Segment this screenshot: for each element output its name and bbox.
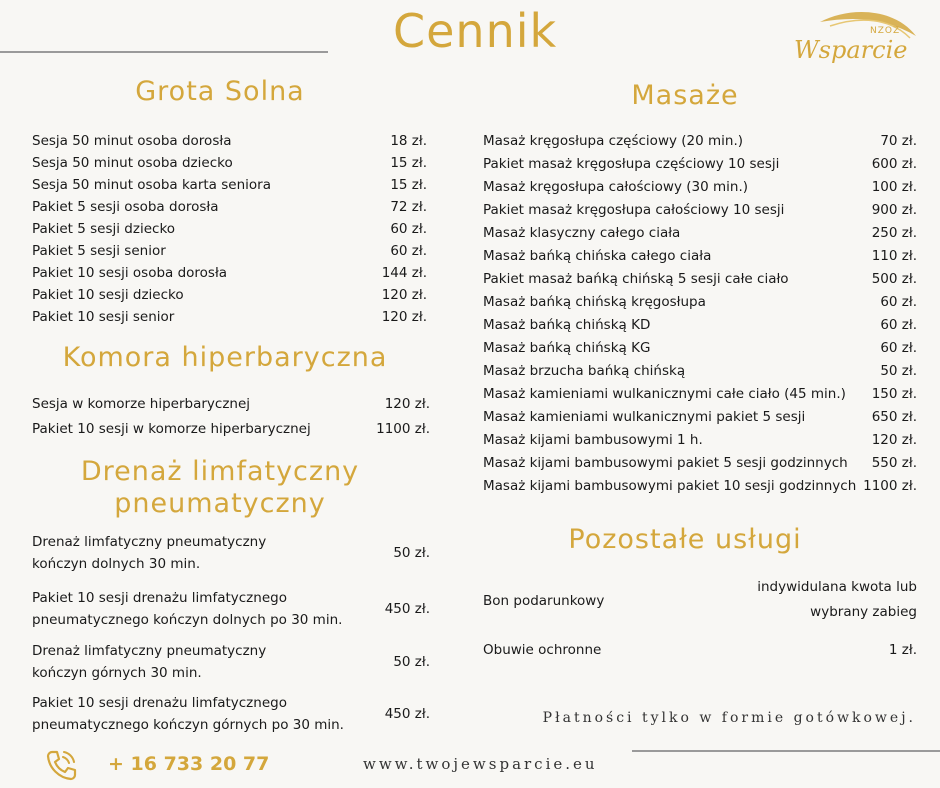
masaze-item: [483, 294, 917, 311]
masaze-item-label: Pakiet masaż bańką chińską 5 sesji całe ciało: [483, 271, 789, 287]
masaze-item-price: 250 zł.: [871, 225, 917, 241]
masaze-item-price: 110 zł.: [871, 248, 917, 264]
section-title-komora: Komora hiperbaryczna: [62, 342, 388, 373]
masaze-item-price: 550 zł.: [871, 455, 917, 471]
masaze-item-price: 900 zł.: [871, 202, 917, 218]
grota-item-price: 144 zł.: [381, 265, 427, 281]
masaze-item-price: 60 zł.: [880, 317, 917, 333]
grota-item-price: 120 zł.: [381, 309, 427, 325]
komora-item-price: 1100 zł.: [376, 421, 430, 437]
page-title: Cennik: [393, 4, 558, 58]
grota-item: [32, 155, 427, 172]
drenaz-item: [32, 590, 430, 630]
grota-item-price: 60 zł.: [390, 221, 427, 237]
masaze-item-price: 500 zł.: [871, 271, 917, 287]
komora-item: [32, 396, 430, 413]
logo-name: Wsparcie: [794, 36, 908, 64]
masaze-item-price: 150 zł.: [871, 386, 917, 402]
drenaz-item-label-line1: Pakiet 10 sesji drenażu limfatycznego: [32, 695, 287, 711]
grota-item-label: Pakiet 10 sesji osoba dorosła: [32, 265, 228, 281]
bon-label: Bon podarunkowy: [483, 593, 605, 609]
drenaz-item-label-line1: Drenaż limfatyczny pneumatyczny: [32, 534, 267, 550]
masaze-item-price: 650 zł.: [871, 409, 917, 425]
masaze-item-price: 50 zł.: [880, 363, 917, 379]
masaze-item: [483, 386, 917, 403]
masaze-item-label: Masaż bańką chińska całego ciała: [483, 248, 712, 264]
masaze-item-price: 70 zł.: [880, 133, 917, 149]
drenaz-item: [32, 534, 430, 574]
grota-item-price: 18 zł.: [390, 133, 427, 149]
grota-item-price: 15 zł.: [390, 155, 427, 171]
masaze-item: [483, 248, 917, 265]
bottom-right-divider: [632, 750, 940, 752]
grota-item-price: 60 zł.: [390, 243, 427, 259]
logo-subtitle: NZOZ: [870, 26, 901, 36]
masaze-item: [483, 202, 917, 219]
bon-row: [483, 577, 917, 621]
masaze-item-price: 600 zł.: [871, 156, 917, 172]
masaze-item-price: 60 zł.: [880, 294, 917, 310]
komora-item: [32, 421, 430, 438]
grota-item-label: Sesja 50 minut osoba dorosła: [32, 133, 232, 149]
grota-item-label: Sesja 50 minut osoba karta seniora: [32, 177, 271, 193]
grota-item: [32, 287, 427, 304]
drenaz-item-label-line2: kończyn dolnych 30 min.: [32, 556, 201, 572]
masaze-item-label: Masaż bańką chińską kręgosłupa: [483, 294, 706, 310]
grota-item: [32, 177, 427, 194]
masaze-item-label: Masaż brzucha bańką chińską: [483, 363, 686, 379]
grota-item: [32, 199, 427, 216]
phone-icon: [42, 746, 80, 784]
top-left-divider: [0, 51, 328, 53]
phone-number[interactable]: + 16 733 20 77: [108, 753, 270, 775]
obuwie-label: Obuwie ochronne: [483, 642, 602, 658]
drenaz-item-price: 450 zł.: [384, 601, 430, 617]
masaze-item: [483, 363, 917, 380]
bon-price-line1: indywidulana kwota lub: [757, 579, 917, 595]
komora-item-label: Pakiet 10 sesji w komorze hiperbarycznej: [32, 421, 311, 437]
masaze-item-price: 120 zł.: [871, 432, 917, 448]
grota-item-price: 72 zł.: [390, 199, 427, 215]
drenaz-item-label-line1: Pakiet 10 sesji drenażu limfatycznego: [32, 590, 287, 606]
masaze-item-label: Masaż kijami bambusowymi 1 h.: [483, 432, 703, 448]
section-title-grota: Grota Solna: [135, 76, 305, 107]
komora-item-price: 120 zł.: [384, 396, 430, 412]
masaze-item-label: Masaż kijami bambusowymi pakiet 10 sesji godzinnych: [483, 478, 857, 494]
section-title-drenaz-line2: pneumatyczny: [114, 488, 326, 519]
grota-item-price: 15 zł.: [390, 177, 427, 193]
grota-item-label: Pakiet 5 sesji osoba dorosła: [32, 199, 219, 215]
grota-item: [32, 265, 427, 282]
grota-item: [32, 309, 427, 326]
masaze-item-label: Masaż kijami bambusowymi pakiet 5 sesji godzinnych: [483, 455, 848, 471]
masaze-item-price: 1100 zł.: [863, 478, 917, 494]
bon-price-line2: wybrany zabieg: [810, 604, 917, 620]
masaze-item-label: Masaż kręgosłupa całościowy (30 min.): [483, 179, 748, 195]
section-title-masaze: Masaże: [631, 80, 739, 111]
masaze-item-label: Pakiet masaż kręgosłupa całościowy 10 sesji: [483, 202, 785, 218]
obuwie-price: 1 zł.: [888, 642, 917, 658]
grota-item: [32, 221, 427, 238]
grota-item-label: Pakiet 5 sesji senior: [32, 243, 166, 259]
masaze-item: [483, 317, 917, 334]
drenaz-item-label-line1: Drenaż limfatyczny pneumatyczny: [32, 643, 267, 659]
grota-item: [32, 133, 427, 150]
grota-item-label: Sesja 50 minut osoba dziecko: [32, 155, 233, 171]
masaze-item: [483, 455, 917, 472]
drenaz-item-label-line2: kończyn górnych 30 min.: [32, 665, 202, 681]
drenaz-item-price: 450 zł.: [384, 706, 430, 722]
drenaz-item-price: 50 zł.: [393, 545, 430, 561]
masaze-item-label: Masaż klasyczny całego ciała: [483, 225, 681, 241]
grota-item-label: Pakiet 10 sesji dziecko: [32, 287, 184, 303]
masaze-item: [483, 156, 917, 173]
masaze-item: [483, 432, 917, 449]
masaze-item-label: Pakiet masaż kręgosłupa częściowy 10 sesji: [483, 156, 780, 172]
section-title-drenaz-line1: Drenaż limfatyczny: [80, 456, 360, 487]
drenaz-item-label-line2: pneumatycznego kończyn górnych po 30 min.: [32, 717, 344, 733]
grota-item-label: Pakiet 10 sesji senior: [32, 309, 175, 325]
drenaz-item: [32, 643, 430, 683]
masaze-item: [483, 225, 917, 242]
masaze-item-label: Masaż kamieniami wulkanicznymi całe ciało (45 min.): [483, 386, 846, 402]
masaze-item: [483, 478, 917, 495]
payment-note: Płatności tylko w formie gotówkowej.: [542, 710, 916, 726]
masaze-item: [483, 133, 917, 150]
drenaz-item-price: 50 zł.: [393, 654, 430, 670]
logo: [790, 6, 920, 76]
website-link[interactable]: www.twojewsparcie.eu: [363, 755, 598, 773]
masaze-item-label: Masaż kręgosłupa częściowy (20 min.): [483, 133, 744, 149]
grota-item-label: Pakiet 5 sesji dziecko: [32, 221, 176, 237]
masaze-item-label: Masaż kamieniami wulkanicznymi pakiet 5 sesji: [483, 409, 806, 425]
masaze-item: [483, 409, 917, 426]
section-title-pozostale: Pozostałe usługi: [568, 524, 802, 555]
obuwie-row: [483, 642, 917, 659]
grota-item: [32, 243, 427, 260]
masaze-item: [483, 271, 917, 288]
komora-item-label: Sesja w komorze hiperbarycznej: [32, 396, 251, 412]
masaze-item: [483, 179, 917, 196]
masaze-item: [483, 340, 917, 357]
masaze-item-label: Masaż bańką chińską KD: [483, 317, 651, 333]
masaze-item-price: 100 zł.: [871, 179, 917, 195]
masaze-item-price: 60 zł.: [880, 340, 917, 356]
grota-item-price: 120 zł.: [381, 287, 427, 303]
masaze-item-label: Masaż bańką chińską KG: [483, 340, 651, 356]
drenaz-item: [32, 695, 430, 735]
drenaz-item-label-line2: pneumatycznego kończyn dolnych po 30 min.: [32, 612, 343, 628]
